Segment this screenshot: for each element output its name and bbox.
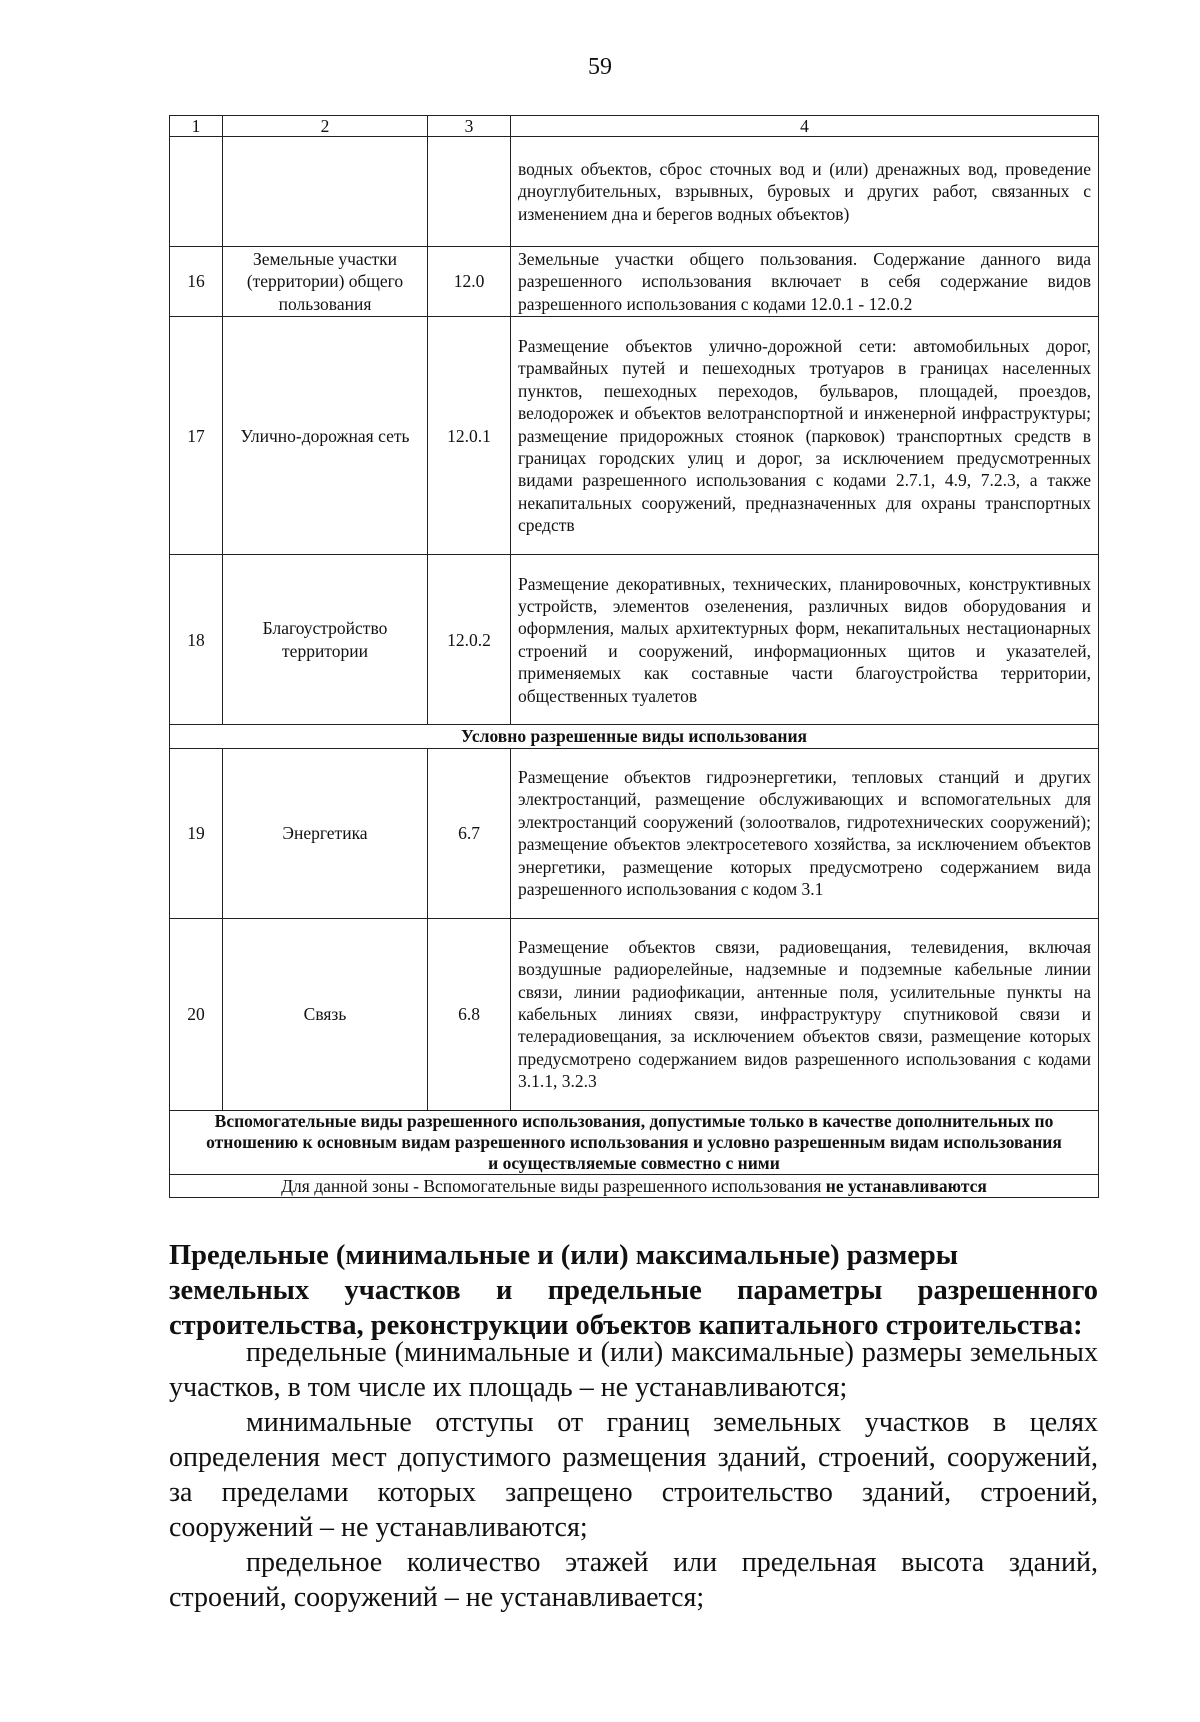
header-cell: 2 [223, 116, 428, 137]
use-code: 12.0.1 [428, 317, 511, 555]
use-description: Земельные участки общего пользования. Содержание данного вида разрешенного использования включает в себя содержание видов разрешенного использования с кодами 12.0.1 - 12.0.2 [511, 247, 1099, 317]
row-number: 20 [170, 918, 223, 1110]
row-number [170, 137, 223, 247]
section-heading-conditional: Условно разрешенные виды использования [170, 725, 1099, 748]
aux-heading: Вспомогательные виды разрешенного использования, допустимые только в качестве дополнительных по отношению к основным видам разрешенного использования и условно разрешенным видам использования и осуществляемые совместно с ними [170, 1110, 1099, 1174]
aux-note-row [170, 1174, 1099, 1197]
use-code [428, 137, 511, 247]
table-header-row [170, 116, 1099, 137]
row-number: 17 [170, 317, 223, 555]
use-name: Земельные участки (территории) общего пользования [223, 247, 428, 317]
use-name [223, 137, 428, 247]
use-name: Связь [223, 918, 428, 1110]
aux-note-prefix: Для данной зоны - Вспомогательные виды разрешенного использования [281, 1175, 822, 1196]
aux-heading-row [170, 1110, 1099, 1174]
heading-rest: земельных участков и предельные параметры разрешенного строительства, реконструкции объектов капитального строительства: [169, 1275, 1098, 1341]
header-cell: 1 [170, 116, 223, 137]
section-row [170, 725, 1099, 748]
paragraph: предельные (минимальные и (или) максимальные) размеры земельных участков, в том числе их площадь – не устанавливаются; [169, 1337, 1098, 1403]
use-name: Благоустройство территории [223, 555, 428, 725]
aux-note-bold: не устанавливаются [825, 1175, 987, 1196]
use-description: Размещение объектов улично-дорожной сети: автомобильных дорог, трамвайных путей и пешеходных тротуаров в границах населенных пунктов, пешеходных переходов, бульваров, площадей, проездов, велодорожек и объектов велотранспортной и инженерной инфраструктуры; размещение придорожных стоянок (парковок) транспортных средств в границах городских улиц и дорог, за исключением предусмотренных видами разрешенного использования с кодами 2.7.1, 4.9, 7.2.3, а также некапитальных сооружений, предназначенных для охраны транспортных средств [511, 317, 1099, 555]
table-row [170, 247, 1099, 317]
row-number: 19 [170, 748, 223, 918]
table-row [170, 555, 1099, 725]
use-code: 12.0.2 [428, 555, 511, 725]
table-row [170, 137, 1099, 247]
page-number: 59 [588, 54, 612, 80]
header-cell: 4 [511, 116, 1099, 137]
use-code: 6.7 [428, 748, 511, 918]
table-row [170, 918, 1099, 1110]
row-number: 18 [170, 555, 223, 725]
table-row [170, 748, 1099, 918]
paragraph: минимальные отступы от границ земельных участков в целях определения мест допустимого размещения зданий, строений, сооружений, за пределами которых запрещено строительство зданий, строений, сооружений – не устанавливаются; [169, 1407, 1098, 1543]
use-name: Улично-дорожная сеть [223, 317, 428, 555]
row-number: 16 [170, 247, 223, 317]
paragraph: предельное количество этажей или предельная высота зданий, строений, сооружений – не устанавливается; [169, 1547, 1098, 1613]
use-code: 12.0 [428, 247, 511, 317]
heading-line-1: Предельные (минимальные и (или) максимальные) размеры [169, 1240, 959, 1271]
use-code: 6.8 [428, 918, 511, 1110]
aux-note [170, 1174, 1099, 1197]
use-description: Размещение объектов гидроэнергетики, тепловых станций и других электростанций, размещение обслуживающих и вспомогательных для электростанций сооружений (золоотвалов, гидротехнических сооружений); размещение объектов электросетевого хозяйства, за исключением объектов энергетики, размещение которых предусмотрено содержанием вида разрешенного использования с кодом 3.1 [511, 748, 1099, 918]
use-description: водных объектов, сброс сточных вод и (или) дренажных вод, проведение дноуглубительных, взрывных, буровых и других работ, связанных с изменением дна и берегов водных объектов) [511, 137, 1099, 247]
section-heading [169, 1238, 1098, 1343]
table-row [170, 317, 1099, 555]
use-description: Размещение декоративных, технических, планировочных, конструктивных устройств, элементов озеленения, различных видов оборудования и оформления, малых архитектурных форм, некапитальных нестационарных строений и сооружений, информационных щитов и указателей, применяемых как составные части благоустройства территории, общественных туалетов [511, 555, 1099, 725]
land-use-table [169, 115, 1099, 1198]
parameters-text [169, 1335, 1098, 1615]
header-cell: 3 [428, 116, 511, 137]
use-name: Энергетика [223, 748, 428, 918]
use-description: Размещение объектов связи, радиовещания, телевидения, включая воздушные радиорелейные, надземные и подземные кабельные линии связи, линии радиофикации, антенные поля, усилительные пункты на кабельных линиях связи, инфраструктуру спутниковой связи и телерадиовещания, за исключением объектов связи, размещение которых предусмотрено содержанием видов разрешенного использования с кодами 3.1.1, 3.2.3 [511, 918, 1099, 1110]
